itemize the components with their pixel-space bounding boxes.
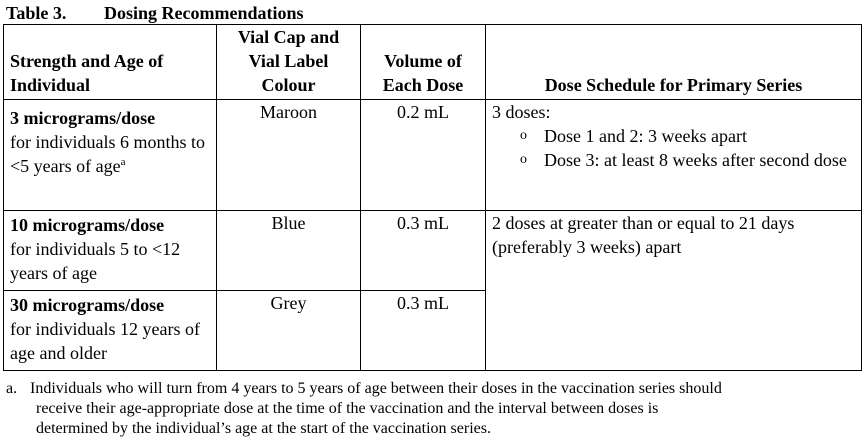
strength-label: 10 micrograms/dose	[10, 215, 165, 235]
table-row	[4, 100, 862, 211]
dosing-table	[3, 24, 862, 371]
strength-label: 3 micrograms/dose	[10, 108, 156, 128]
table-caption-title: Dosing Recommendations	[104, 3, 304, 23]
header-vial-colour: Vial Cap and Vial Label Colour	[217, 25, 361, 100]
footnote-line-2: receive their age-appropriate dose at the time of the vaccination and the interval between doses is	[36, 400, 659, 417]
individuals-label: for individuals 6 months to <5 years of age$^a$	[10, 132, 205, 176]
three-dose-schedule-cell	[486, 100, 862, 211]
individuals-label: for individuals 5 to <12 years of age	[10, 239, 181, 283]
footnote-label: a.	[6, 380, 18, 397]
table-caption-label: Table 3.	[6, 3, 67, 23]
volume-cell: 0.3 mL	[361, 211, 486, 291]
vial-colour-cell: Maroon	[217, 100, 361, 211]
strength-cell	[4, 211, 217, 291]
list-item: o Dose 1 and 2: 3 weeks apart	[520, 126, 747, 146]
footnote-mark: a	[120, 156, 126, 168]
list-item: o Dose 3: at least 8 weeks after second dose	[520, 150, 847, 170]
volume-cell: 0.2 mL	[361, 100, 486, 211]
vial-colour-cell: Blue	[217, 211, 361, 291]
header-dose-schedule: Dose Schedule for Primary Series	[486, 25, 862, 100]
three-dose-intro: 3 doses:	[492, 102, 551, 122]
bullet-circle-icon: o	[520, 128, 527, 143]
table-footnote	[6, 379, 864, 439]
footnote-line-1: a. Individuals who will turn from 4 years to 5 years of age between their doses in the vaccination series should	[6, 380, 722, 397]
strength-cell	[4, 291, 217, 371]
strength-cell	[4, 100, 217, 211]
table-row	[4, 211, 862, 291]
footnote-line-3: determined by the individual’s age at the start of the vaccination series.	[36, 420, 491, 437]
header-strength: Strength and Age of Individual	[4, 25, 217, 100]
volume-cell: 0.3 mL	[361, 291, 486, 371]
table-header-row	[4, 25, 862, 100]
table-caption	[6, 2, 304, 24]
header-volume: Volume of Each Dose	[361, 25, 486, 100]
two-dose-schedule-cell: 2 doses at greater than or equal to 21 days (preferably 3 weeks) apart	[486, 211, 862, 371]
vial-colour-cell: Grey	[217, 291, 361, 371]
individuals-label: for individuals 12 years of age and older	[10, 319, 200, 363]
strength-label: 30 micrograms/dose	[10, 295, 165, 315]
bullet-circle-icon: o	[520, 152, 527, 167]
three-dose-list	[492, 124, 855, 172]
